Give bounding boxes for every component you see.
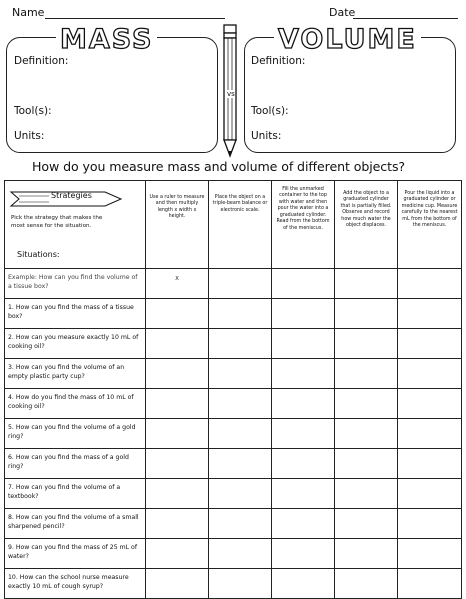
answer-cell[interactable] (335, 269, 398, 299)
answer-cell[interactable] (146, 329, 209, 359)
strategies-banner-label: Strategies (51, 191, 92, 200)
answer-cell[interactable] (146, 539, 209, 569)
answer-cell[interactable] (335, 449, 398, 479)
answer-cell[interactable] (335, 479, 398, 509)
strategies-instruction: Pick the strategy that makes the most sense for the situation. (11, 215, 103, 230)
date-label: Date (329, 6, 356, 19)
answer-cell[interactable] (398, 329, 462, 359)
mass-tools-label: Tool(s): (14, 105, 52, 117)
answer-cell[interactable] (272, 509, 335, 539)
answer-cell[interactable] (209, 359, 272, 389)
table-row (5, 569, 462, 599)
answer-cell[interactable] (146, 569, 209, 599)
answer-cell[interactable] (398, 389, 462, 419)
answer-cell[interactable] (398, 359, 462, 389)
answer-cell[interactable] (146, 299, 209, 329)
table-row (5, 329, 462, 359)
answer-cell[interactable] (272, 539, 335, 569)
answer-cell[interactable] (209, 569, 272, 599)
situation-4: 4. How do you find the mass of 10 mL of cooking oil? (5, 389, 146, 419)
answer-cell[interactable] (398, 419, 462, 449)
answer-cell[interactable] (209, 509, 272, 539)
strategies-header-cell (5, 181, 146, 269)
answer-cell[interactable] (209, 419, 272, 449)
strategy-ruler: Use a ruler to measure and then multiply length x width x height. (146, 181, 209, 269)
name-label: Name (12, 6, 45, 19)
situation-9: 9. How can you find the mass of 25 mL of water? (5, 539, 146, 569)
answer-cell[interactable] (146, 359, 209, 389)
situation-5: 5. How can you find the volume of a gold ring? (5, 419, 146, 449)
table-row (5, 389, 462, 419)
answer-cell[interactable] (272, 299, 335, 329)
answer-cell[interactable] (398, 299, 462, 329)
answer-cell[interactable] (209, 329, 272, 359)
situation-8: 8. How can you find the volume of a small sharpened pencil? (5, 509, 146, 539)
situation-6: 6. How can you find the mass of a gold ring? (5, 449, 146, 479)
answer-cell[interactable] (398, 569, 462, 599)
volume-tools-label: Tool(s): (251, 105, 289, 117)
answer-cell[interactable] (209, 449, 272, 479)
volume-title: VOLUME (274, 26, 421, 53)
answer-cell[interactable] (398, 539, 462, 569)
answer-cell[interactable] (335, 329, 398, 359)
example-mark: X (146, 269, 209, 299)
answer-cell[interactable] (398, 269, 462, 299)
volume-definition-label: Definition: (251, 55, 306, 67)
name-field[interactable] (45, 18, 225, 19)
situations-label: Situations: (17, 250, 60, 259)
answer-cell[interactable] (398, 479, 462, 509)
answer-cell[interactable] (146, 419, 209, 449)
date-field[interactable] (353, 18, 458, 19)
answer-cell[interactable] (272, 449, 335, 479)
situation-3: 3. How can you find the volume of an empty plastic party cup? (5, 359, 146, 389)
answer-cell[interactable] (335, 509, 398, 539)
answer-cell[interactable] (335, 359, 398, 389)
strategy-overflow: Fill the unmarked container to the top with water and then pour the water into a graduated cylinder. Read from the bottom of the meniscus. (272, 181, 335, 269)
answer-cell[interactable] (146, 509, 209, 539)
situation-10: 10. How can the school nurse measure exactly 10 mL of cough syrup? (5, 569, 146, 599)
answer-cell[interactable] (335, 389, 398, 419)
strategy-displacement: Add the object to a graduated cylinder that is partially filled. Observe and record how much water the object displaces. (335, 181, 398, 269)
answer-cell[interactable] (335, 569, 398, 599)
table-row (5, 269, 462, 299)
table-row (5, 539, 462, 569)
mass-title: MASS (56, 26, 157, 53)
mass-definition-label: Definition: (14, 55, 69, 67)
vs-label: vs (227, 90, 235, 98)
answer-cell[interactable] (146, 389, 209, 419)
table-row (5, 419, 462, 449)
table-header-row (5, 181, 462, 269)
answer-cell[interactable] (146, 479, 209, 509)
volume-units-label: Units: (251, 130, 282, 142)
question-heading: How do you measure mass and volume of different objects? (32, 159, 405, 174)
situation-example: Example: How can you find the volume of a tissue box? (5, 269, 146, 299)
answer-cell[interactable] (272, 479, 335, 509)
situation-7: 7. How can you find the volume of a textbook? (5, 479, 146, 509)
answer-cell[interactable] (272, 569, 335, 599)
answer-cell[interactable] (209, 539, 272, 569)
answer-cell[interactable] (272, 389, 335, 419)
answer-cell[interactable] (398, 449, 462, 479)
answer-cell[interactable] (272, 269, 335, 299)
answer-cell[interactable] (209, 389, 272, 419)
strategy-balance: Place the object on a triple-beam balance or electronic scale. (209, 181, 272, 269)
situation-2: 2. How can you measure exactly 10 mL of cooking oil? (5, 329, 146, 359)
answer-cell[interactable] (146, 449, 209, 479)
answer-cell[interactable] (398, 509, 462, 539)
answer-cell[interactable] (209, 299, 272, 329)
strategy-table (4, 180, 462, 599)
answer-cell[interactable] (209, 479, 272, 509)
answer-cell[interactable] (272, 359, 335, 389)
strategy-liquid: Pour the liquid into a graduated cylinder or medicine cup. Measure carefully to the nearest mL from the bottom of the meniscus. (398, 181, 462, 269)
answer-cell[interactable] (272, 329, 335, 359)
table-row (5, 479, 462, 509)
table-row (5, 449, 462, 479)
answer-cell[interactable] (335, 299, 398, 329)
table-row (5, 359, 462, 389)
answer-cell[interactable] (335, 539, 398, 569)
table-row (5, 509, 462, 539)
answer-cell[interactable] (335, 419, 398, 449)
table-row (5, 299, 462, 329)
situation-1: 1. How can you find the mass of a tissue box? (5, 299, 146, 329)
answer-cell[interactable] (272, 419, 335, 449)
answer-cell[interactable] (209, 269, 272, 299)
mass-units-label: Units: (14, 130, 45, 142)
